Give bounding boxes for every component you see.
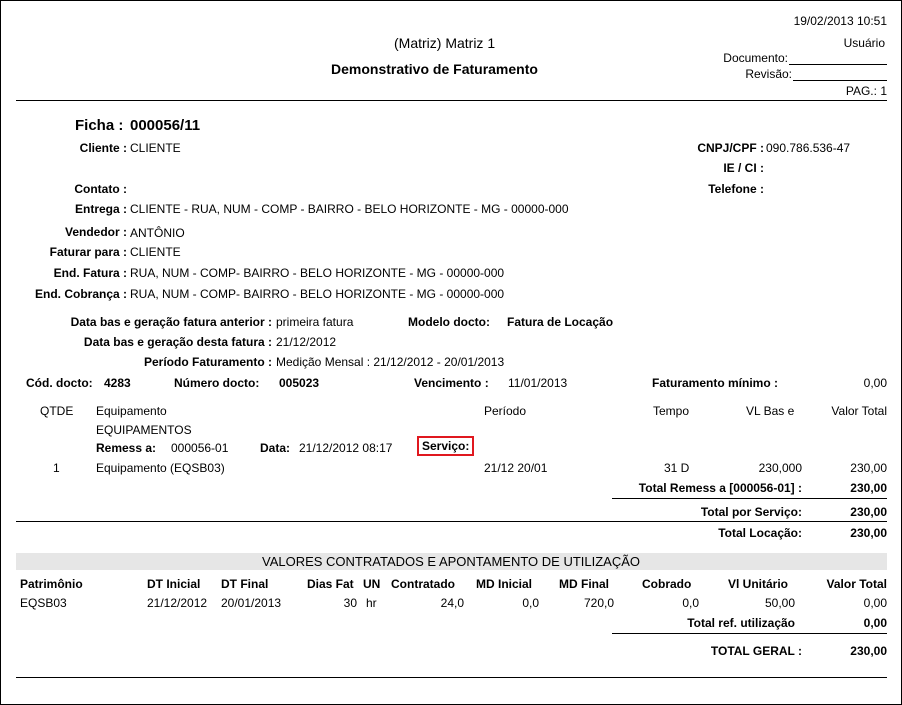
vendedor-label: Vendedor : (64, 225, 127, 239)
end-cobranca-value: RUA, NUM - COMP- BAIRRO - BELO HORIZONTE - MG - 00000-000 (130, 287, 505, 301)
revisao-label: Revisão: (745, 67, 792, 81)
data-base-desta-value: 21/12/2012 (276, 335, 337, 349)
val-header-dias-fat: Dias Fat (307, 577, 354, 591)
item-vl-base: 230,000 (758, 461, 802, 475)
item-equipamento: Equipamento (EQSB03) (96, 461, 225, 475)
val-header-md-inicial: MD Inicial (476, 577, 533, 591)
cnpj-label: CNPJ/CPF : (697, 141, 764, 155)
total-geral-value: 230,00 (850, 644, 887, 658)
company-name: (Matriz) Matriz 1 (394, 35, 496, 51)
vencimento-label: Vencimento : (414, 376, 489, 390)
total-ref-divider (612, 633, 887, 634)
val-header-dt-inicial: DT Inicial (147, 577, 201, 591)
val-header-cobrado: Cobrado (642, 577, 692, 591)
total-ref-utilizacao-label: Total ref. utilização (687, 616, 795, 630)
val-header-contratado: Contratado (391, 577, 455, 591)
footer-divider (16, 677, 887, 678)
val-patrimonio: EQSB03 (20, 596, 67, 610)
val-header-md-final: MD Final (559, 577, 609, 591)
end-cobranca-label: End. Cobrança : (34, 287, 127, 301)
col-header-qtde: QTDE (40, 404, 74, 418)
total-remessa-divider (612, 498, 887, 499)
ficha-label: Ficha : (75, 117, 124, 134)
val-dt-final: 20/01/2013 (221, 596, 282, 610)
remessa-data-label: Data: (260, 441, 291, 455)
val-un: hr (366, 596, 377, 610)
remessa-value: 000056-01 (171, 441, 229, 455)
val-contratado: 24,0 (440, 596, 464, 610)
val-valor-total: 0,00 (863, 596, 887, 610)
col-header-equipamento: Equipamento (96, 404, 167, 418)
total-servico-label: Total por Serviço: (700, 505, 802, 519)
report-title: Demonstrativo de Faturamento (331, 61, 538, 77)
faturamento-minimo-label: Faturamento mínimo : (652, 376, 779, 390)
val-header-vl-unitario: Vl Unitário (728, 577, 789, 591)
total-remessa-label: Total Remess a [000056-01] : (638, 481, 802, 495)
total-locacao-label: Total Locação: (718, 526, 802, 540)
val-dt-inicial: 21/12/2012 (147, 596, 208, 610)
remessa-data-value: 21/12/2012 08:17 (299, 441, 393, 455)
col-header-valor-total: Valor Total (831, 404, 887, 418)
val-dias-fat: 30 (343, 596, 357, 610)
item-valor-total: 230,00 (850, 461, 887, 475)
telefone-label: Telefone : (708, 182, 764, 196)
item-group-title: EQUIPAMENTOS (96, 423, 192, 437)
numero-docto-label: Número docto: (174, 376, 260, 390)
entrega-label: Entrega : (74, 202, 127, 216)
cod-docto-value: 4283 (104, 376, 131, 390)
end-fatura-label: End. Fatura : (53, 266, 127, 280)
val-header-valor-total: Valor Total (826, 577, 887, 591)
periodo-faturamento-value: Medição Mensal : 21/12/2012 - 20/01/2013 (276, 355, 505, 369)
servico-label-highlighted: Serviço: (417, 436, 474, 456)
col-header-periodo: Período (484, 404, 527, 418)
revisao-signature-line (793, 80, 887, 81)
numero-docto-value: 005023 (279, 376, 320, 390)
end-fatura-value: RUA, NUM - COMP- BAIRRO - BELO HORIZONTE - MG - 00000-000 (130, 266, 505, 280)
val-header-dt-final: DT Final (221, 577, 269, 591)
col-header-tempo: Tempo (653, 404, 690, 418)
ie-label: IE / CI : (723, 161, 764, 175)
valores-section-title: VALORES CONTRATADOS E APONTAMENTO DE UTILIZAÇÃO (261, 554, 641, 569)
report-datetime: 19/02/2013 10:51 (793, 14, 887, 28)
data-base-anterior-label: Data bas e geração fatura anterior : (70, 315, 272, 329)
data-base-anterior-value: primeira fatura (276, 315, 354, 329)
val-md-inicial: 0,0 (522, 596, 539, 610)
cliente-value: CLIENTE (130, 141, 181, 155)
item-qtde: 1 (53, 461, 60, 475)
faturamento-minimo-value: 0,00 (863, 376, 887, 390)
cod-docto-label: Cód. docto: (26, 376, 93, 390)
faturar-para-value: CLIENTE (130, 245, 181, 259)
documento-label: Documento: (723, 51, 788, 65)
vencimento-value: 11/01/2013 (508, 376, 568, 390)
faturar-para-label: Faturar para : (49, 245, 127, 259)
val-header-patrimonio: Patrimônio (20, 577, 83, 591)
cliente-label: Cliente : (79, 141, 127, 155)
val-vl-unitario: 50,00 (764, 596, 795, 610)
total-ref-utilizacao-value: 0,00 (863, 616, 887, 630)
modelo-docto-value: Fatura de Locação (507, 315, 614, 329)
total-servico-value: 230,00 (850, 505, 887, 519)
page-number: PAG.: 1 (845, 84, 887, 98)
val-md-final: 720,0 (583, 596, 614, 610)
report-user: Usuário (843, 36, 885, 50)
item-periodo: 21/12 20/01 (484, 461, 548, 475)
entrega-value: CLIENTE - RUA, NUM - COMP - BAIRRO - BELO HORIZONTE - MG - 00000-000 (130, 202, 569, 216)
val-cobrado: 0,0 (682, 596, 699, 610)
val-header-un: UN (363, 577, 381, 591)
items-divider (16, 521, 887, 522)
vendedor-value: ANTÔNIO (130, 226, 185, 240)
total-remessa-value: 230,00 (850, 481, 887, 495)
header-divider (16, 100, 887, 101)
remessa-label: Remess a: (96, 441, 157, 455)
data-base-desta-label: Data bas e geração desta fatura : (83, 335, 272, 349)
ficha-value: 000056/11 (130, 117, 201, 134)
documento-signature-line (789, 64, 887, 65)
cnpj-value: 090.786.536-47 (766, 141, 851, 155)
total-locacao-value: 230,00 (850, 526, 887, 540)
periodo-faturamento-label: Período Faturamento : (143, 355, 272, 369)
modelo-docto-label: Modelo docto: (408, 315, 490, 329)
col-header-vl-base: VL Bas e (746, 404, 795, 418)
total-geral-label: TOTAL GERAL : (710, 644, 802, 658)
item-tempo: 31 D (664, 461, 690, 475)
contato-label: Contato : (74, 182, 127, 196)
